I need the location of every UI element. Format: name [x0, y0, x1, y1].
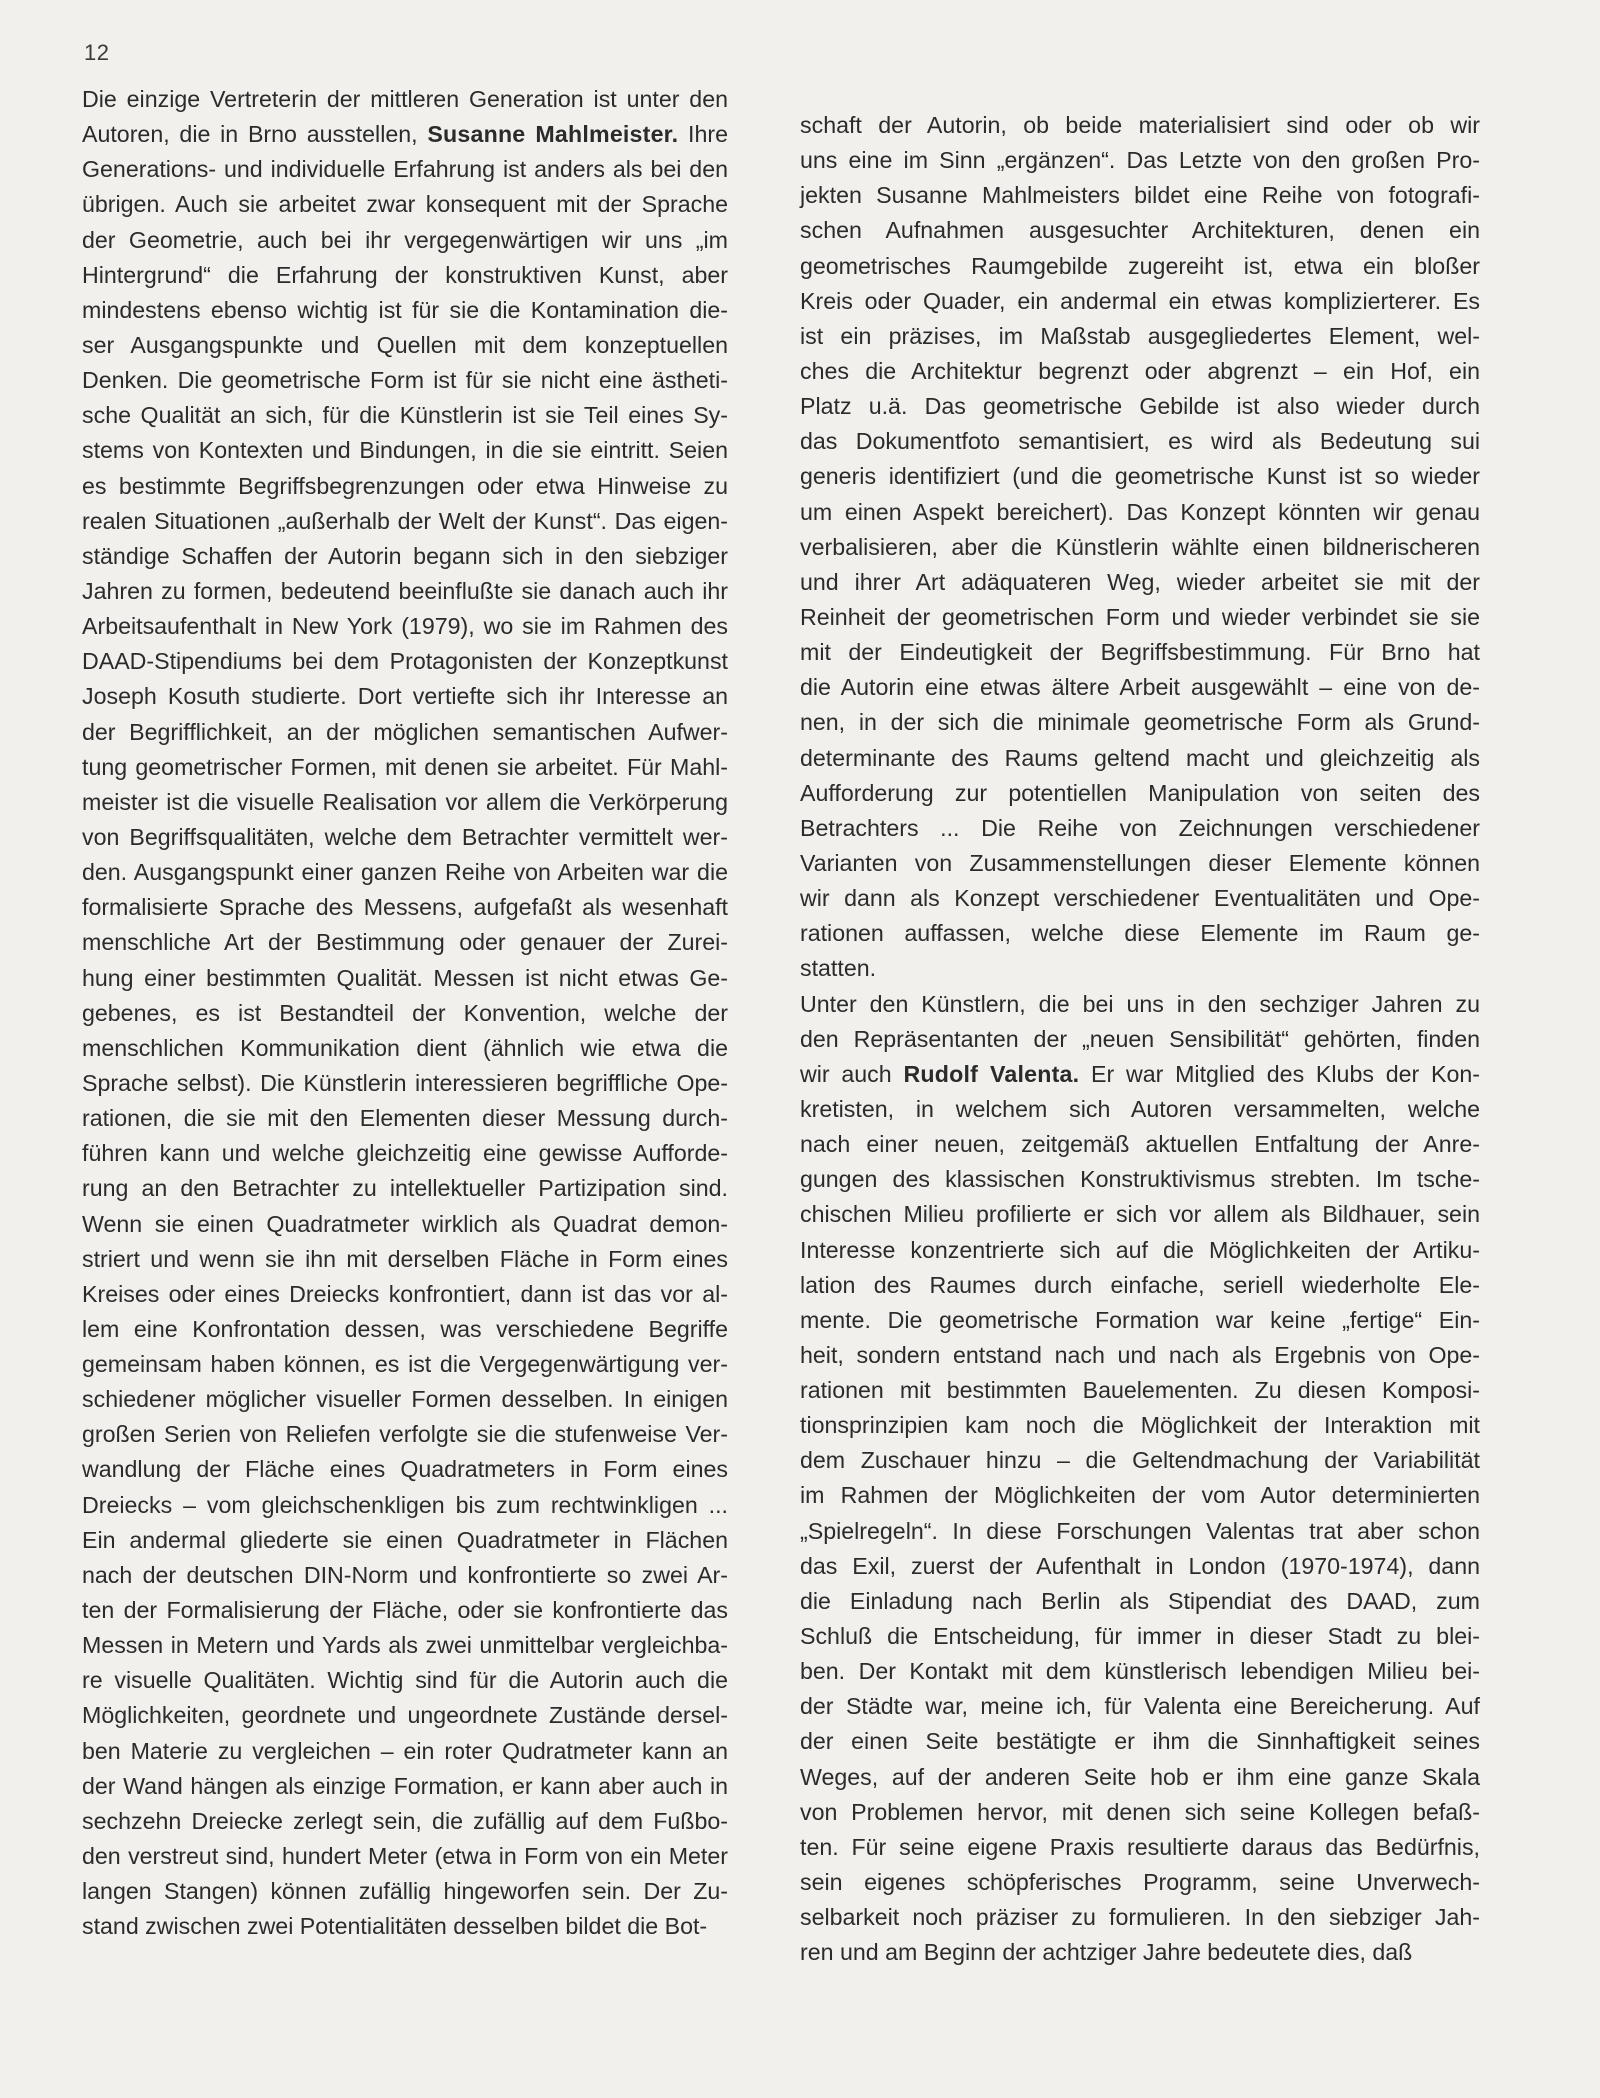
text-line: lation des Raumes durch einfache, seriell wiederholte Ele- — [800, 1271, 1480, 1298]
text-line: Aufforderung zur potentiellen Manipulation von seiten des — [800, 779, 1480, 806]
text-line: Weges, auf der anderen Seite hob er ihm eine ganze Skala — [800, 1763, 1480, 1790]
text-line: stand zwischen zwei Potentialitäten desselben bildet die Bot- — [82, 1913, 708, 1940]
text-line: Jahren zu formen, bedeutend beeinflußte sie danach auch ihr — [82, 577, 728, 604]
text-line: meister ist die visuelle Realisation vor allem die Verkörperung — [82, 788, 728, 815]
text-line: von Problemen hervor, mit denen sich seine Kollegen befaß- — [800, 1798, 1480, 1825]
text-line: rationen, die sie mit den Elementen dieser Messung durch- — [82, 1105, 728, 1132]
text-line: ben Materie zu vergleichen – ein roter Qudratmeter kann an — [82, 1737, 728, 1764]
text-line: der Städte war, meine ich, für Valenta eine Bereicherung. Auf — [800, 1693, 1480, 1720]
text-line: gebenes, es ist Bestandteil der Konvention, welche der — [82, 999, 728, 1026]
text-line: ches die Architektur begrenzt oder abgrenzt – ein Hof, ein — [800, 357, 1480, 384]
text-line: ist ein präzises, im Maßstab ausgegliedertes Element, wel- — [800, 322, 1480, 349]
text-line: ben. Der Kontakt mit dem künstlerisch lebendigen Milieu bei- — [800, 1658, 1480, 1685]
text-line: hung einer bestimmten Qualität. Messen ist nicht etwas Ge- — [82, 964, 728, 991]
text-line: nen, in der sich die minimale geometrische Form als Grund- — [800, 709, 1480, 736]
text-line: der einen Seite bestätigte er ihm die Sinnhaftigkeit seines — [800, 1728, 1480, 1755]
text-line: wandlung der Fläche eines Quadratmeters in Form eines — [82, 1456, 728, 1483]
text-line: ser Ausgangspunkte und Quellen mit dem konzeptuellen — [82, 331, 728, 358]
text-line: menschliche Art der Bestimmung oder genauer der Zurei- — [82, 929, 728, 956]
text-line: determinante des Raums geltend macht und gleichzeitig als — [800, 744, 1480, 771]
text-line — [82, 117, 728, 152]
artist-name: Susanne Mahlmeister. — [427, 121, 679, 148]
text-line: Die einzige Vertreterin der mittleren Generation ist unter den — [82, 86, 728, 112]
text-line: Denken. Die geometrische Form ist für sie nicht eine ästheti- — [82, 367, 728, 394]
text-line: Interesse konzentrierte sich auf die Möglichkeiten der Artiku- — [800, 1236, 1480, 1263]
text-line: und ihrer Art adäquateren Weg, wieder arbeitet sie mit der — [800, 568, 1480, 595]
text-line: re visuelle Qualitäten. Wichtig sind für die Autorin auch die — [82, 1667, 728, 1694]
text-line: das Dokumentfoto semantisiert, es wird als Bedeutung sui — [800, 428, 1480, 455]
text-line: Reinheit der geometrischen Form und wieder verbindet sie sie — [800, 603, 1480, 630]
text-line: Sprache selbst). Die Künstlerin interessieren begriffliche Ope- — [82, 1069, 728, 1096]
text-line: stems von Kontexten und Bindungen, in die sie eintritt. Seien — [82, 437, 728, 464]
text-line: der Wand hängen als einzige Formation, er kann aber auch in — [82, 1772, 728, 1799]
text-line: Betrachters ... Die Reihe von Zeichnungen verschiedener — [800, 814, 1480, 841]
text-line: die Autorin eine etwas ältere Arbeit ausgewählt – eine von de- — [800, 674, 1480, 701]
text-line: Unter den Künstlern, die bei uns in den sechziger Jahren zu — [800, 990, 1480, 1017]
text-line: schen Aufnahmen ausgesuchter Architekturen, denen ein — [800, 217, 1480, 244]
text-column-right — [800, 108, 1480, 1970]
text-line: striert und wenn sie ihn mit derselben Fläche in Form eines — [82, 1245, 728, 1272]
text-segment: wir auch — [800, 1060, 904, 1087]
text-line: sein eigenes schöpferisches Programm, seine Unverwech- — [800, 1869, 1480, 1896]
text-line: Hintergrund“ die Erfahrung der konstruktiven Kunst, aber — [82, 261, 728, 288]
text-line: DAAD-Stipendiums bei dem Protagonisten der Konzeptkunst — [82, 648, 728, 675]
page-number: 12 — [84, 40, 110, 65]
text-line: Wenn sie einen Quadratmeter wirklich als Quadrat demon- — [82, 1210, 728, 1237]
text-segment: Ihre — [678, 121, 728, 148]
text-line: selbarkeit noch präziser zu formulieren. In den siebziger Jah- — [800, 1904, 1480, 1931]
text-line: führen kann und welche gleichzeitig eine gewisse Aufforde- — [82, 1140, 728, 1167]
text-line: chischen Milieu profilierte er sich vor allem als Bildhauer, sein — [800, 1201, 1480, 1228]
text-line: ten der Formalisierung der Fläche, oder sie konfrontierte das — [82, 1597, 728, 1624]
text-line: der Begrifflichkeit, an der möglichen semantischen Aufwer- — [82, 718, 728, 745]
text-line — [800, 1057, 1480, 1092]
text-line: es bestimmte Begriffsbegrenzungen oder etwa Hinweise zu — [82, 472, 728, 499]
text-line: im Rahmen der Möglichkeiten der vom Autor determinierten — [800, 1482, 1480, 1509]
text-segment: Autoren, die in Brno ausstellen, — [82, 121, 428, 148]
text-line: sechzehn Dreiecke zerlegt sein, die zufällig auf dem Fußbo- — [82, 1807, 728, 1834]
text-line: das Exil, zuerst der Aufenthalt in London (1970-1974), dann — [800, 1552, 1480, 1579]
text-line: nach der deutschen DIN-Norm und konfrontierte so zwei Ar- — [82, 1561, 728, 1588]
text-line: rationen mit bestimmten Bauelementen. Zu diesen Komposi- — [800, 1377, 1480, 1404]
text-line: ständige Schaffen der Autorin begann sich in den siebziger — [82, 542, 728, 569]
text-line: ten. Für seine eigene Praxis resultierte daraus das Bedürfnis, — [800, 1833, 1480, 1860]
text-line: Möglichkeiten, geordnete und ungeordnete Zustände dersel- — [82, 1702, 728, 1729]
text-line: Generations- und individuelle Erfahrung ist anders als bei den — [82, 156, 728, 183]
text-line: Messen in Metern und Yards als zwei unmittelbar vergleichba- — [82, 1632, 728, 1659]
text-line: Kreises oder eines Dreiecks konfrontiert, dann ist das vor al- — [82, 1280, 728, 1307]
text-line: Platz u.ä. Das geometrische Gebilde ist also wieder durch — [800, 393, 1480, 420]
text-line: jekten Susanne Mahlmeisters bildet eine Reihe von fotografi- — [800, 182, 1480, 209]
text-line: der Geometrie, auch bei ihr vergegenwärtigen wir uns „im — [82, 226, 728, 253]
text-line: generis identifiziert (und die geometrische Kunst ist so wieder — [800, 463, 1480, 490]
text-line: rung an den Betrachter zu intellektueller Partizipation sind. — [82, 1175, 728, 1202]
text-line: verbalisieren, aber die Künstlerin wählte einen bildnerischeren — [800, 533, 1480, 560]
text-line: den verstreut sind, hundert Meter (etwa in Form von ein Meter — [82, 1843, 728, 1870]
text-line: den. Ausgangspunkt einer ganzen Reihe von Arbeiten war die — [82, 859, 728, 886]
text-line: rationen auffassen, welche diese Elemente im Raum ge- — [800, 920, 1480, 947]
text-line: menschlichen Kommunikation dient (ähnlich wie etwa die — [82, 1034, 728, 1061]
text-line: sche Qualität an sich, für die Künstlerin ist sie Teil eines Sy- — [82, 402, 728, 429]
text-line: übrigen. Auch sie arbeitet zwar konsequent mit der Sprache — [82, 191, 728, 218]
text-line: realen Situationen „außerhalb der Welt der Kunst“. Das eigen- — [82, 507, 728, 534]
text-line: lem eine Konfrontation dessen, was verschiedene Begriffe — [82, 1315, 728, 1342]
text-line: Dreiecks – vom gleichschenkligen bis zum rechtwinkligen ... — [82, 1491, 728, 1518]
text-line: die Einladung nach Berlin als Stipendiat des DAAD, zum — [800, 1587, 1480, 1614]
text-line: Joseph Kosuth studierte. Dort vertiefte sich ihr Interesse an — [82, 683, 728, 710]
text-line: Kreis oder Quader, ein andermal ein etwas komplizierterer. Es — [800, 287, 1480, 314]
text-line: formalisierte Sprache des Messens, aufgefaßt als wesenhaft — [82, 894, 728, 921]
text-line: langen Stangen) können zufällig hingeworfen sein. Der Zu- — [82, 1878, 728, 1905]
text-line: den Repräsentanten der „neuen Sensibilität“ gehörten, finden — [800, 1025, 1480, 1052]
text-line: tionsprinzipien kam noch die Möglichkeit der Interaktion mit — [800, 1412, 1480, 1439]
text-column-left — [82, 82, 728, 1944]
text-line: kretisten, in welchem sich Autoren versammelten, welche — [800, 1095, 1480, 1122]
text-line: von Begriffsqualitäten, welche dem Betrachter vermittelt wer- — [82, 823, 728, 850]
text-line: geometrisches Raumgebilde zugereiht ist, etwa ein bloßer — [800, 252, 1480, 279]
text-line: ren und am Beginn der achtziger Jahre bedeutete dies, daß — [800, 1939, 1413, 1966]
text-line: nach einer neuen, zeitgemäß aktuellen Entfaltung der Anre- — [800, 1131, 1480, 1158]
text-line: gungen des klassischen Konstruktivismus strebten. Im tsche- — [800, 1166, 1480, 1193]
text-line: mente. Die geometrische Formation war keine „fertige“ Ein- — [800, 1306, 1480, 1333]
text-line: wir dann als Konzept verschiedener Eventualitäten und Ope- — [800, 885, 1480, 912]
text-line: Arbeitsaufenthalt in New York (1979), wo sie im Rahmen des — [82, 613, 728, 640]
text-line: heit, sondern entstand nach und nach als Ergebnis von Ope- — [800, 1341, 1480, 1368]
text-line: Ein andermal gliederte sie einen Quadratmeter in Flächen — [82, 1526, 728, 1553]
text-line: mit der Eindeutigkeit der Begriffsbestimmung. Für Brno hat — [800, 639, 1480, 666]
text-line: Schluß die Entscheidung, für immer in dieser Stadt zu blei- — [800, 1623, 1480, 1650]
text-line: gemeinsam haben können, es ist die Vergegenwärtigung ver- — [82, 1351, 728, 1378]
text-line: Varianten von Zusammenstellungen dieser Elemente können — [800, 849, 1480, 876]
text-line: „Spielregeln“. In diese Forschungen Valentas trat aber schon — [800, 1517, 1480, 1544]
text-line: schiedener möglicher visueller Formen desselben. In einigen — [82, 1386, 728, 1413]
text-line: großen Serien von Reliefen verfolgte sie die stufenweise Ver- — [82, 1421, 728, 1448]
text-line: schaft der Autorin, ob beide materialisiert sind oder ob wir — [800, 112, 1480, 138]
text-line: statten. — [800, 955, 877, 982]
text-line: dem Zuschauer hinzu – die Geltendmachung der Variabilität — [800, 1447, 1480, 1474]
text-segment: Er war Mitglied des Klubs der Kon- — [1079, 1060, 1480, 1087]
text-line: mindestens ebenso wichtig ist für sie die Kontamination die- — [82, 296, 728, 323]
text-line: tung geometrischer Formen, mit denen sie arbeitet. Für Mahl- — [82, 753, 728, 780]
text-line: uns eine im Sinn „ergänzen“. Das Letzte von den großen Pro- — [800, 147, 1480, 174]
artist-name: Rudolf Valenta. — [903, 1060, 1080, 1087]
text-line: um einen Aspekt bereichert). Das Konzept könnten wir genau — [800, 498, 1480, 525]
